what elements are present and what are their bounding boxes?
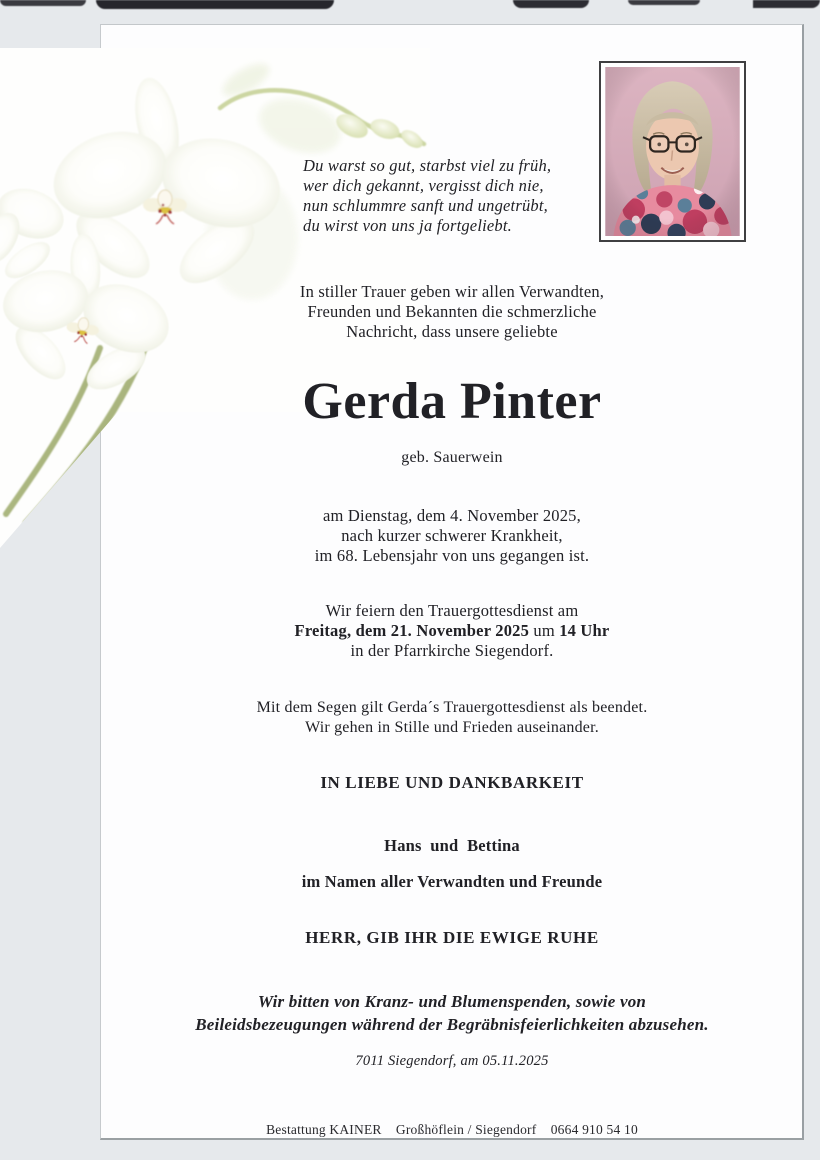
intro-line: Freunden und Bekannten die schmerzliche bbox=[307, 302, 597, 321]
blessing-line: HERR, GIB IHR DIE EWIGE RUHE bbox=[305, 928, 599, 947]
death-info-line: nach kurzer schwerer Krankheit, bbox=[341, 526, 563, 545]
death-info-line: im 68. Lebensjahr von uns gegangen ist. bbox=[314, 546, 590, 565]
service-info bbox=[100, 601, 804, 661]
announcement-intro bbox=[100, 282, 804, 342]
intro-line: Nachricht, dass unsere geliebte bbox=[346, 322, 558, 341]
farewell-line: Mit dem Segen gilt Gerda´s Trauergottesdienst als beendet. bbox=[256, 699, 648, 716]
poem-line: wer dich gekannt, vergisst dich nie, bbox=[303, 176, 544, 195]
farewell-line: Wir gehen in Stille und Frieden auseinander. bbox=[305, 718, 599, 736]
service-time: 14 Uhr bbox=[559, 621, 610, 640]
service-connector: um bbox=[529, 621, 560, 640]
place-date: 7011 Siegendorf, am 05.11.2025 bbox=[355, 1053, 549, 1069]
deceased-name: Gerda Pinter bbox=[302, 373, 602, 430]
service-line: Wir feiern den Trauergottesdienst am bbox=[325, 601, 579, 620]
maiden-name: geb. Sauerwein bbox=[401, 449, 503, 466]
scanner-smudge bbox=[753, 0, 820, 8]
memorial-poem bbox=[303, 156, 551, 236]
service-datetime bbox=[100, 621, 804, 641]
poem-line: du wirst von uns ja fortgeliebt. bbox=[303, 216, 512, 235]
gratitude-heading: IN LIEBE UND DANKBARKEIT bbox=[320, 773, 584, 792]
portrait-illustration bbox=[605, 67, 740, 236]
portrait-photo bbox=[599, 61, 746, 242]
scanner-smudge bbox=[513, 0, 589, 8]
scanner-smudge bbox=[96, 0, 334, 9]
death-info bbox=[100, 506, 804, 566]
poem-line: nun schlummre sanft und ungetrübt, bbox=[303, 196, 548, 215]
scanner-smudge bbox=[0, 0, 86, 6]
donation-request bbox=[100, 990, 804, 1036]
mourners-names: Hans und Bettina bbox=[384, 836, 520, 855]
donation-line: Wir bitten von Kranz- und Blumenspenden, sowie von bbox=[257, 992, 647, 1011]
farewell-note bbox=[100, 698, 804, 737]
poem-line: Du warst so gut, starbst viel zu früh, bbox=[303, 156, 552, 175]
mourners-note: im Namen aller Verwandten und Freunde bbox=[301, 872, 603, 891]
service-date: Freitag, dem 21. November 2025 bbox=[294, 621, 530, 640]
funeral-home-footer: Bestattung KAINER Großhöflein / Siegendorf 0664 910 54 10 bbox=[266, 1122, 638, 1137]
donation-line: Beileidsbezeugungen während der Begräbnisfeierlichkeiten abzusehen. bbox=[195, 1015, 709, 1034]
scanner-smudge bbox=[628, 0, 700, 5]
intro-line: In stiller Trauer geben wir allen Verwandten, bbox=[299, 282, 605, 301]
service-location: in der Pfarrkirche Siegendorf. bbox=[350, 641, 554, 660]
death-info-line: am Dienstag, dem 4. November 2025, bbox=[323, 506, 581, 525]
